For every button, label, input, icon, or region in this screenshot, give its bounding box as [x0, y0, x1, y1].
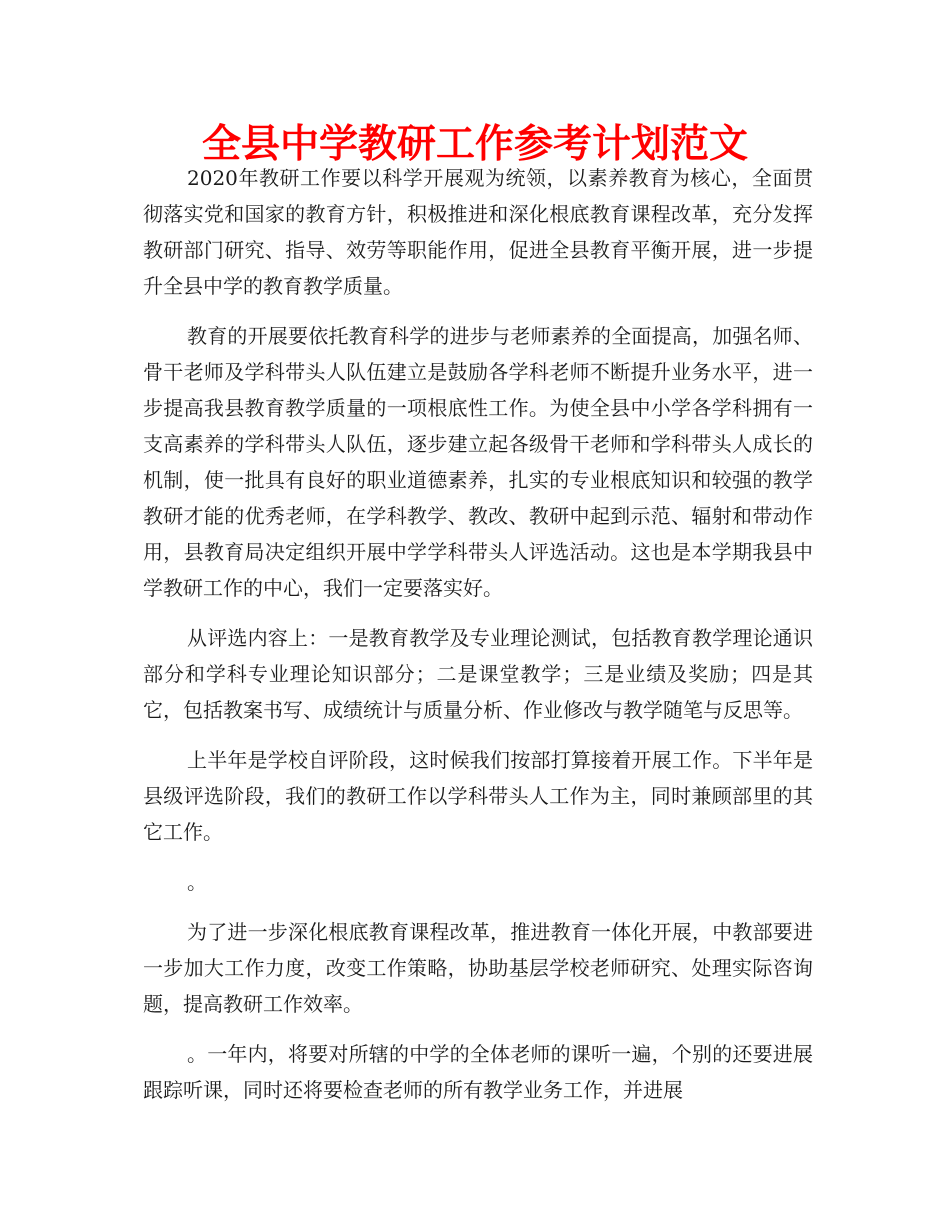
paragraph-2: 教育的开展要依托教育科学的进步与老师素养的全面提高，加强名师、骨干老师及学科带头人队伍建立是鼓励各学科老师不断提升业务水平，进一步提高我县教育教学质量的一项根底性工作。为使全县中小学各学科拥有一支高素养的学科带头人队伍，逐步建立起各级骨干老师和学科带头人成长的机制，使一批具有良好的职业道德素养，扎实的专业根底知识和较强的教学教研才能的优秀老师，在学科教学、教改、教研中起到示范、辐射和带动作用，县教育局决定组织开展中学学科带头人评选活动。这也是本学期我县中学教研工作的中心，我们一定要落实好。	[143, 324, 813, 600]
paragraph-7: 。一年内，将要对所辖的中学的全体老师的课听一遍，个别的还要进展跟踪听课，同时还将要检查老师的所有教学业务工作，并进展	[143, 1042, 813, 1102]
paragraph-1: 2020年教研工作要以科学开展观为统领，以素养教育为核心，全面贯彻落实党和国家的教育方针，积极推进和深化根底教育课程改革，充分发挥教研部门研究、指导、效劳等职能作用，促进全县教育平衡开展，进一步提升全县中学的教育教学质量。	[143, 166, 813, 298]
paragraph-5: 。	[187, 870, 207, 894]
paragraph-6: 为了进一步深化根底教育课程改革，推进教育一体化开展，中教部要进一步加大工作力度，改变工作策略，协助基层学校老师研究、处理实际咨询题，提高教研工作效率。	[143, 920, 813, 1016]
document-body	[143, 160, 813, 1122]
document-title: 全县中学教研工作参考计划范文	[201, 122, 748, 167]
paragraph-3: 从评选内容上：一是教育教学及专业理论测试，包括教育教学理论通识部分和学科专业理论知识部分；二是课堂教学；三是业绩及奖励；四是其它，包括教案书写、成绩统计与质量分析、作业修改与教学随笔与反思等。	[143, 626, 813, 722]
paragraph-4: 上半年是学校自评阶段，这时候我们按部打算接着开展工作。下半年是县级评选阶段，我们的教研工作以学科带头人工作为主，同时兼顾部里的其它工作。	[143, 748, 813, 844]
